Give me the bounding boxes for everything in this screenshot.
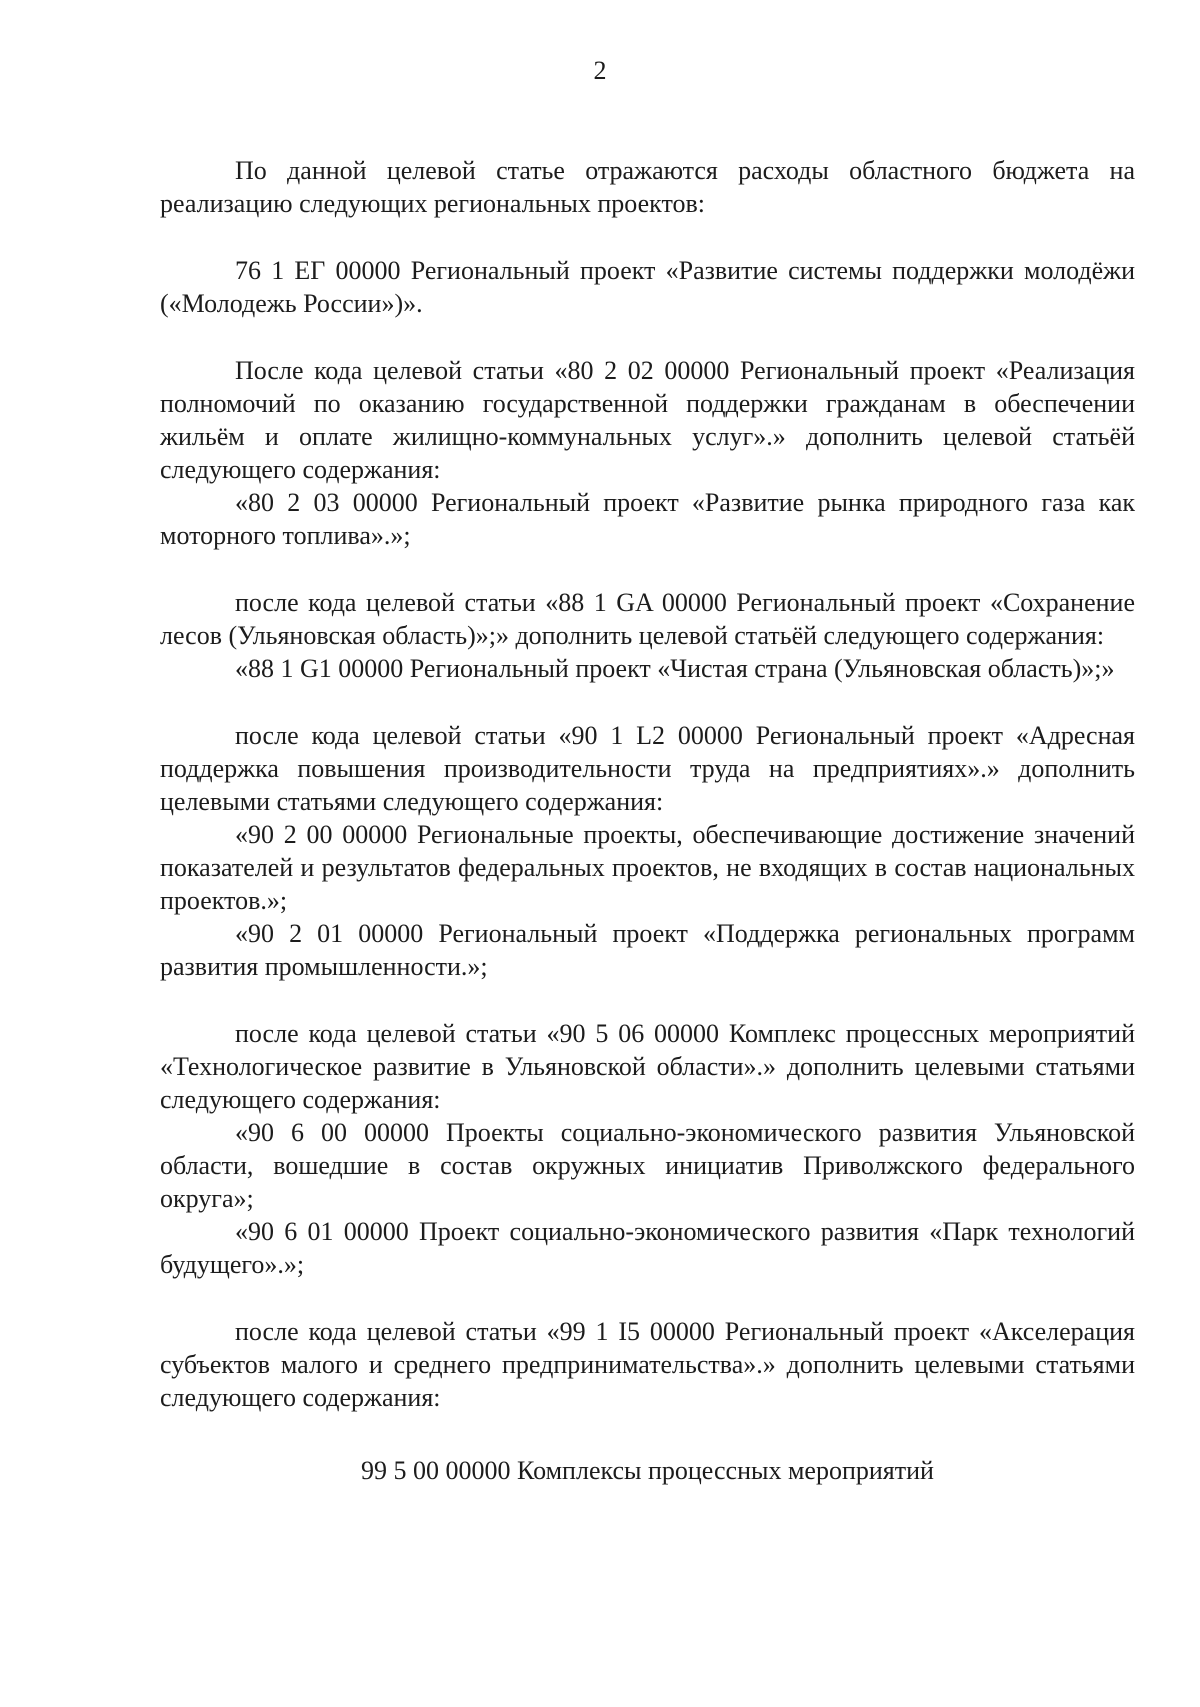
paragraph-project-90-6-01: «90 6 01 00000 Проект социально-экономического развития «Парк технологий будущего».»; [160,1217,1135,1279]
paragraph-project-90-2-01: «90 2 01 00000 Региональный проект «Поддержка региональных программ развития промышленности.»; [160,919,1135,981]
paragraph-project-76: 76 1 ЕГ 00000 Региональный проект «Развитие системы поддержки молодёжи («Молодежь России»)». [160,256,1135,318]
paragraph-after-90-5-06: после кода целевой статьи «90 5 06 00000 Комплекс процессных мероприятий «Технологическое развитие в Ульяновской области».» дополнить целевыми статьями следующего содержания: [160,1019,1135,1114]
paragraph-after-90-1-l2: после кода целевой статьи «90 1 L2 00000 Региональный проект «Адресная поддержка повышения производительности труда на предприятиях».» дополнить целевыми статьями следующего содержания: [160,721,1135,816]
page-number: 2 [593,56,607,85]
paragraph-project-90-2-00: «90 2 00 00000 Региональные проекты, обеспечивающие достижение значений показателей и результатов федеральных проектов, не входящих в состав национальных проектов.»; [160,820,1135,915]
paragraph-intro: По данной целевой статье отражаются расходы областного бюджета на реализацию следующих региональных проектов: [160,156,1135,218]
paragraph-complex-99-5-00: 99 5 00 00000 Комплексы процессных мероприятий [361,1456,934,1485]
paragraph-project-88-1-g1: «88 1 G1 00000 Региональный проект «Чистая страна (Ульяновская область)»;» [235,654,1115,683]
paragraph-project-80-2-03: «80 2 03 00000 Региональный проект «Развитие рынка природного газа как моторного топлива».»; [160,488,1135,550]
document-body [160,154,1135,1487]
paragraph-after-88-1-ga: после кода целевой статьи «88 1 GA 00000 Региональный проект «Сохранение лесов (Ульяновская область)»;» дополнить целевой статьёй следующего содержания: [160,588,1135,650]
paragraph-after-80-2-02: После кода целевой статьи «80 2 02 00000 Региональный проект «Реализация полномочий по оказанию государственной поддержки гражданам в обеспечении жильём и оплате жилищно-коммунальных услуг».» дополнить целевой статьёй следующего содержания: [160,356,1135,484]
paragraph-after-99-1-i5: после кода целевой статьи «99 1 I5 00000 Региональный проект «Акселерация субъектов малого и среднего предпринимательства».» дополнить целевыми статьями следующего содержания: [160,1317,1135,1412]
paragraph-project-90-6-00: «90 6 00 00000 Проекты социально-экономического развития Ульяновской области, вошедшие в состав окружных инициатив Приволжского федерального округа»; [160,1118,1135,1213]
